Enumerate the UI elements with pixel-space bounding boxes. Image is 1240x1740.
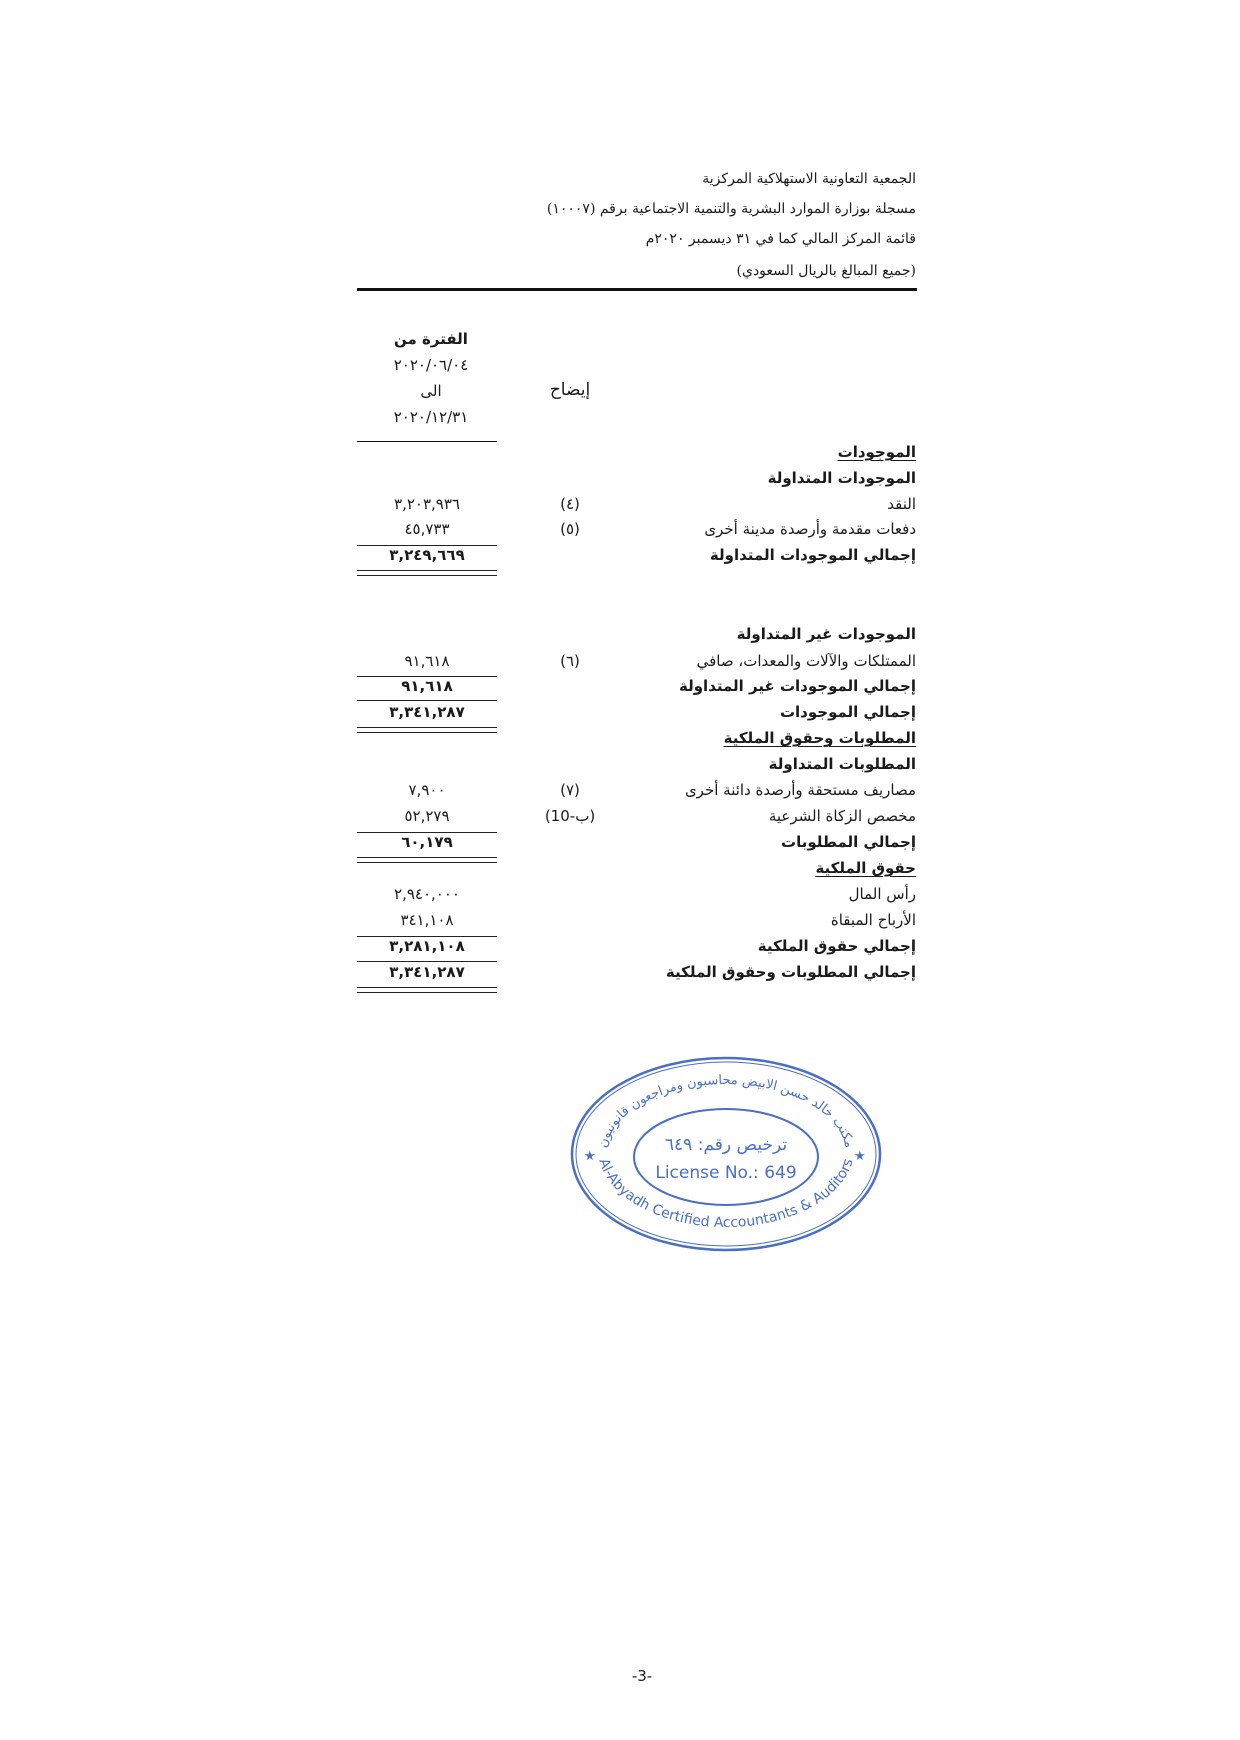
statement-row xyxy=(0,859,1240,883)
row-label: المطلوبات المتداولة xyxy=(768,755,916,773)
row-amount: ٩١,٦١٨ xyxy=(404,652,450,670)
row-label: إجمالي الموجودات المتداولة xyxy=(709,546,916,564)
row-label: الموجودات المتداولة xyxy=(767,469,916,487)
row-label: مصاريف مستحقة وأرصدة دائنة أخرى xyxy=(684,781,916,799)
statement-row xyxy=(0,807,1240,831)
period-to-label: الى xyxy=(420,382,442,400)
row-amount: ٣٤١,١٠٨ xyxy=(400,911,454,929)
row-label: إجمالي الموجودات غير المتداولة xyxy=(679,677,916,695)
stamp-license-arabic: ترخيص رقم: ٦٤٩ xyxy=(664,1135,788,1155)
row-note: (٦) xyxy=(560,652,580,670)
row-label: دفعات مقدمة وأرصدة مدينة أخرى xyxy=(704,520,916,538)
header-rule xyxy=(357,288,917,291)
statement-row xyxy=(0,546,1240,570)
row-note: (٤) xyxy=(560,495,580,513)
auditor-stamp xyxy=(568,1054,884,1254)
subtotal-rule xyxy=(357,700,497,701)
statement-row xyxy=(0,469,1240,493)
row-amount: ٣,٢٤٩,٦٦٩ xyxy=(389,546,465,564)
stamp-inner-ring xyxy=(634,1109,818,1205)
row-label: رأس المال xyxy=(848,885,916,903)
period-to: ٢٠٢٠/١٢/٣١ xyxy=(393,408,469,426)
row-label: إجمالي المطلوبات xyxy=(781,833,916,851)
statement-row xyxy=(0,625,1240,649)
note-column-header: إيضاح xyxy=(549,380,591,400)
statement-row xyxy=(0,729,1240,753)
row-label: مخصص الزكاة الشرعية xyxy=(768,807,916,825)
row-amount: ٩١,٦١٨ xyxy=(401,677,453,695)
statement-row xyxy=(0,911,1240,935)
stamp-license-english: License No.: 649 xyxy=(655,1163,797,1183)
stamp-star-icon: ★ xyxy=(584,1149,596,1164)
row-note: (10-ب) xyxy=(544,807,596,825)
stamp-english-arc: Al-Abyadh Certified Accountants & Auditors xyxy=(595,1156,857,1232)
total-double-rule xyxy=(357,570,497,576)
statement-row xyxy=(0,443,1240,467)
row-amount: ٣,٣٤١,٢٨٧ xyxy=(389,703,465,721)
row-label: الأرباح المبقاة xyxy=(830,911,916,929)
row-amount: ٥٢,٢٧٩ xyxy=(404,807,450,825)
statement-row xyxy=(0,652,1240,676)
row-label: الموجودات xyxy=(837,443,916,461)
org-name: الجمعية التعاونية الاستهلاكية المركزية xyxy=(702,171,916,187)
row-label: المطلوبات وحقوق الملكية xyxy=(723,729,916,747)
subtotal-rule xyxy=(357,961,497,962)
page-number: -3- xyxy=(631,1667,653,1685)
row-amount: ٦٠,١٧٩ xyxy=(401,833,453,851)
row-amount: ٢,٩٤٠,٠٠٠ xyxy=(394,885,460,903)
statement-row xyxy=(0,703,1240,727)
row-note: (٧) xyxy=(560,781,580,799)
statement-row xyxy=(0,495,1240,519)
row-label: إجمالي حقوق الملكية xyxy=(757,937,916,955)
row-label: النقد xyxy=(887,495,916,513)
period-label: الفترة من xyxy=(394,330,468,348)
statement-title: قائمة المركز المالي كما في ٣١ ديسمبر ٢٠٢٠م xyxy=(645,231,916,247)
row-amount: ٣,٣٤١,٢٨٧ xyxy=(389,963,465,981)
row-label: الممتلكات والآلات والمعدات، صافي xyxy=(696,652,916,670)
statement-row xyxy=(0,937,1240,961)
stamp-star-icon: ★ xyxy=(854,1149,866,1164)
row-amount: ٣,٢٨١,١٠٨ xyxy=(389,937,465,955)
row-amount: ٣,٢٠٣,٩٣٦ xyxy=(394,495,460,513)
statement-row xyxy=(0,781,1240,805)
row-label: الموجودات غير المتداولة xyxy=(736,625,916,643)
row-note: (٥) xyxy=(560,520,580,538)
total-double-rule xyxy=(357,987,497,993)
statement-row xyxy=(0,677,1240,701)
stamp-arabic-arc: مكتب خالد حسن الابيض محاسبون ومراجعون قانونيون xyxy=(595,1072,857,1150)
period-header xyxy=(366,326,496,430)
row-label: إجمالي الموجودات xyxy=(779,703,916,721)
statement-row xyxy=(0,520,1240,544)
statement-row xyxy=(0,885,1240,909)
statement-row xyxy=(0,833,1240,857)
row-label: إجمالي المطلوبات وحقوق الملكية xyxy=(665,963,916,981)
statement-row xyxy=(0,963,1240,987)
registration-line: مسجلة بوزارة الموارد البشرية والتنمية الاجتماعية برقم (١٠٠٠٧) xyxy=(546,201,916,217)
statement-row xyxy=(0,755,1240,779)
row-amount: ٧,٩٠٠ xyxy=(408,781,446,799)
period-from: ٢٠٢٠/٠٦/٠٤ xyxy=(393,356,469,374)
row-label: حقوق الملكية xyxy=(815,859,916,877)
currency-note: (جميع المبالغ بالريال السعودي) xyxy=(736,263,916,279)
column-header-rule xyxy=(357,441,497,442)
row-amount: ٤٥,٧٣٣ xyxy=(404,520,450,538)
